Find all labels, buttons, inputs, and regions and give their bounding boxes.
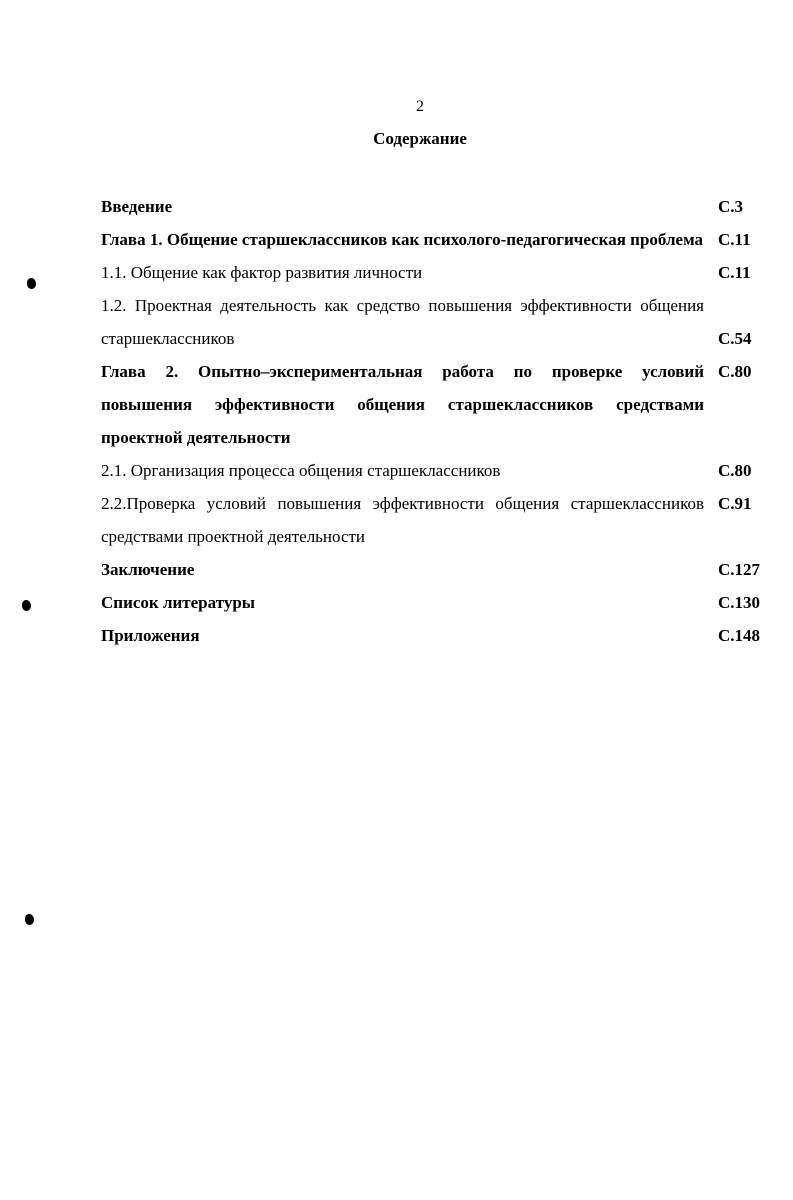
toc-entry-page: С.11 [718,230,751,249]
toc-entry-section-2-2 [101,487,766,553]
scan-mark [22,600,31,611]
toc-entry-chapter-2 [101,355,766,454]
page-title: Содержание [373,129,467,148]
toc-entry-text: Заключение [101,560,195,579]
toc-entry-section-1-1 [101,256,766,289]
page-number: 2 [416,98,424,115]
toc-entry-text: 2.2.Проверка условий повышения эффективности общения старшеклассников средствами проектной деятельности [101,494,704,546]
toc-entry-page: С.54 [718,329,752,348]
toc-entry-page: С.130 [718,593,761,612]
toc-entry-page: С.80 [718,362,752,381]
toc-entry-text: Глава 1. Общение старшеклассников как психолого-педагогическая проблема [101,230,704,249]
toc-entry-page: С.3 [718,197,744,216]
toc-entry-conclusion [101,553,766,586]
toc-entry-page: С.127 [718,560,761,579]
toc-entry-page: С.148 [718,626,761,645]
toc-entry-text: Приложения [101,626,200,645]
toc-entry-introduction [101,190,766,223]
toc-entry-text: 1.2. Проектная деятельность как средство повышения эффективности общения старшеклассников [101,296,704,348]
toc-entry-text: 2.1. Организация процесса общения старшеклассников [101,461,501,480]
toc-entry-page: С.80 [718,461,752,480]
toc-entry-text: Глава 2. Опытно–экспериментальная работа по проверке условий повышения эффективности общения старшеклассников средствами проектной деятельности [101,362,704,447]
scan-mark [27,278,36,289]
toc-entry-section-1-2 [101,289,766,355]
toc-entry-appendices [101,619,766,652]
toc-entry-references [101,586,766,619]
toc-entry-section-2-1 [101,454,766,487]
toc-entry-chapter-1 [101,223,766,256]
toc-entry-page: С.11 [718,263,751,282]
toc-entry-page: С.91 [718,494,752,513]
toc-entry-text: Список литературы [101,593,256,612]
table-of-contents [101,190,766,652]
toc-entry-text: Введение [101,197,173,216]
toc-entry-text: 1.1. Общение как фактор развития личности [101,263,423,282]
scan-mark [25,914,34,925]
